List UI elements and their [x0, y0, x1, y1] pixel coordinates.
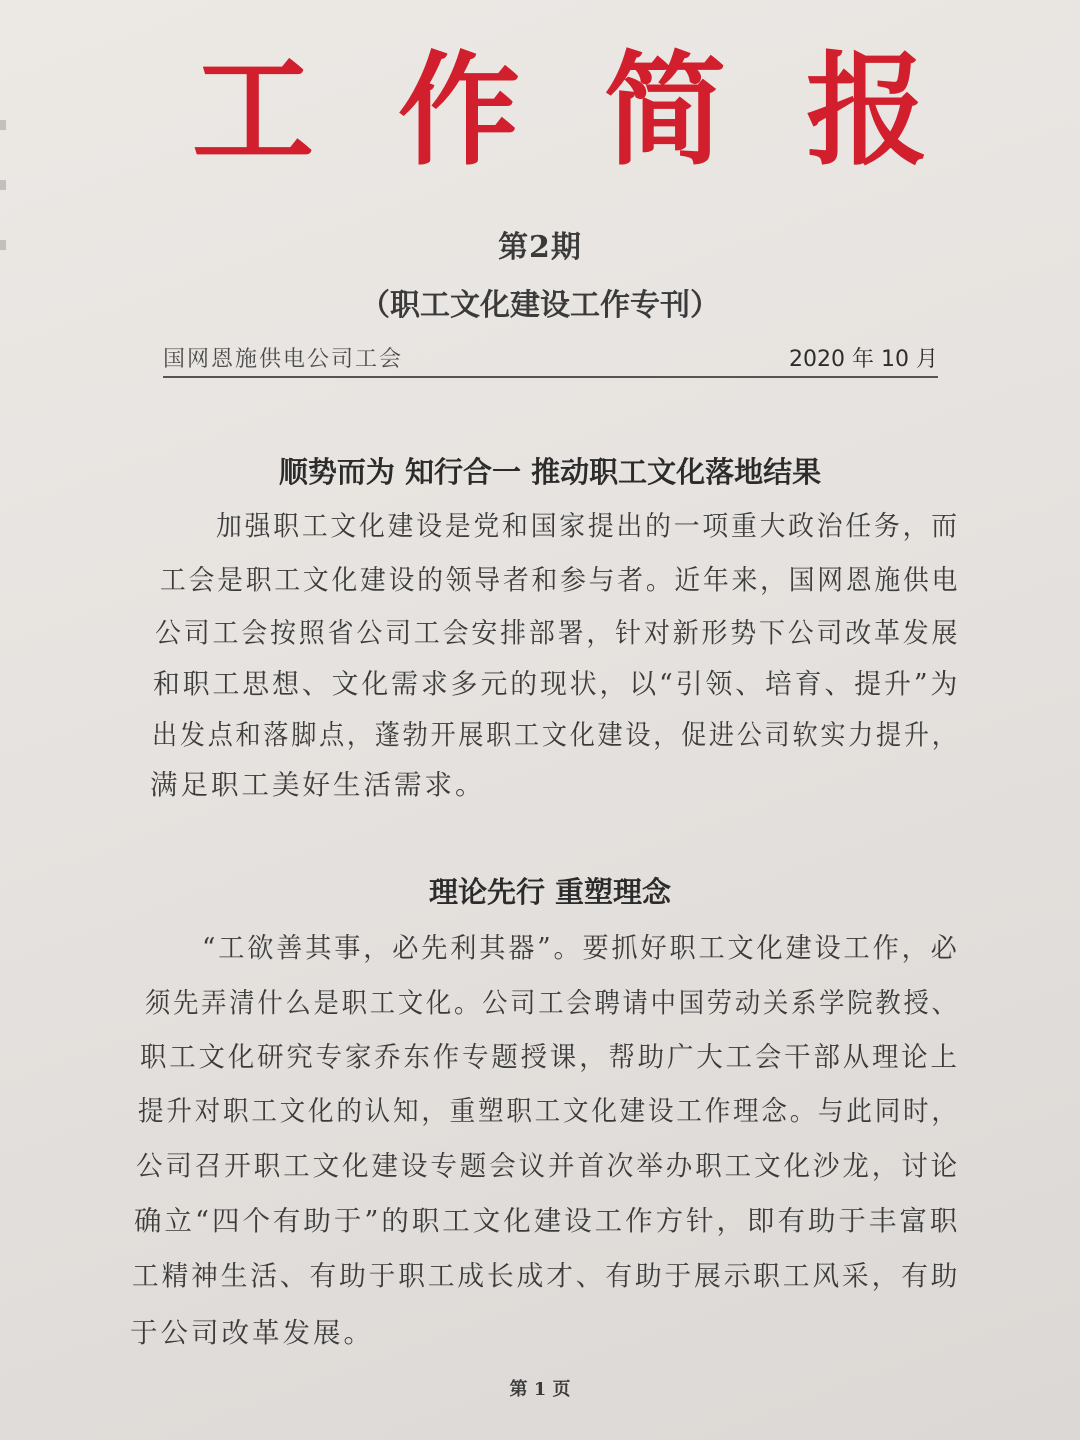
paragraph-line: “工欲善其事，必先利其器”。要抓好职工文化建设工作，必 [202, 932, 960, 964]
paragraph-line: 工精神生活、有助于职工成长成才、有助于展示职工风采，有助 [132, 1260, 961, 1292]
paragraph-line: 加强职工文化建设是党和国家提出的一项重大政治任务，而 [216, 510, 960, 542]
section-heading: 理论先行 重塑理念 [428, 875, 672, 909]
paragraph-line: 公司工会按照省公司工会安排部署，针对新形势下公司改革发展 [155, 617, 961, 649]
masthead-title [0, 40, 1080, 180]
special-issue-title: （职工文化建设工作专刊） [360, 288, 720, 323]
paragraph-line: 职工文化研究专家乔东作专题授课，帮助广大工会干部从理论上 [140, 1041, 960, 1073]
paragraph-line: 确立“四个有助于”的职工文化建设工作方针，即有助于丰富职 [134, 1205, 961, 1237]
publication-date: 2020 年 10 月 [789, 347, 938, 372]
paragraph-line: 满足职工美好生活需求。 [150, 769, 486, 801]
paragraph-line: 提升对职工文化的认知，重塑职工文化建设工作理念。与此同时， [138, 1095, 960, 1127]
paragraph-line: 工会是职工文化建设的领导者和参与者。近年来，国网恩施供电 [160, 564, 961, 596]
masthead-char: 报 [806, 38, 928, 182]
issue-number: 第2期 [498, 230, 582, 265]
paragraph-line: 和职工思想、文化需求多元的现状，以“引领、培育、提升”为 [153, 668, 961, 700]
paragraph-line: 出发点和落脚点，蓬勃开展职工文化建设，促进公司软实力提升， [152, 719, 960, 751]
paragraph-line: 须先弄清什么是职工文化。公司工会聘请中国劳动关系学院教授、 [145, 987, 960, 1019]
section-heading: 顺势而为 知行合一 推动职工文化落地结果 [278, 455, 822, 489]
publisher-name: 国网恩施供电公司工会 [163, 347, 404, 372]
page-number: 第 1 页 [509, 1379, 571, 1400]
masthead-char: 作 [398, 38, 520, 182]
paragraph-line: 公司召开职工文化建设专题会议并首次举办职工文化沙龙，讨论 [136, 1150, 961, 1182]
masthead-char: 工 [192, 38, 314, 182]
publication-info-row [163, 342, 938, 378]
masthead-char: 简 [604, 38, 726, 182]
paragraph-line: 于公司改革发展。 [130, 1317, 374, 1349]
